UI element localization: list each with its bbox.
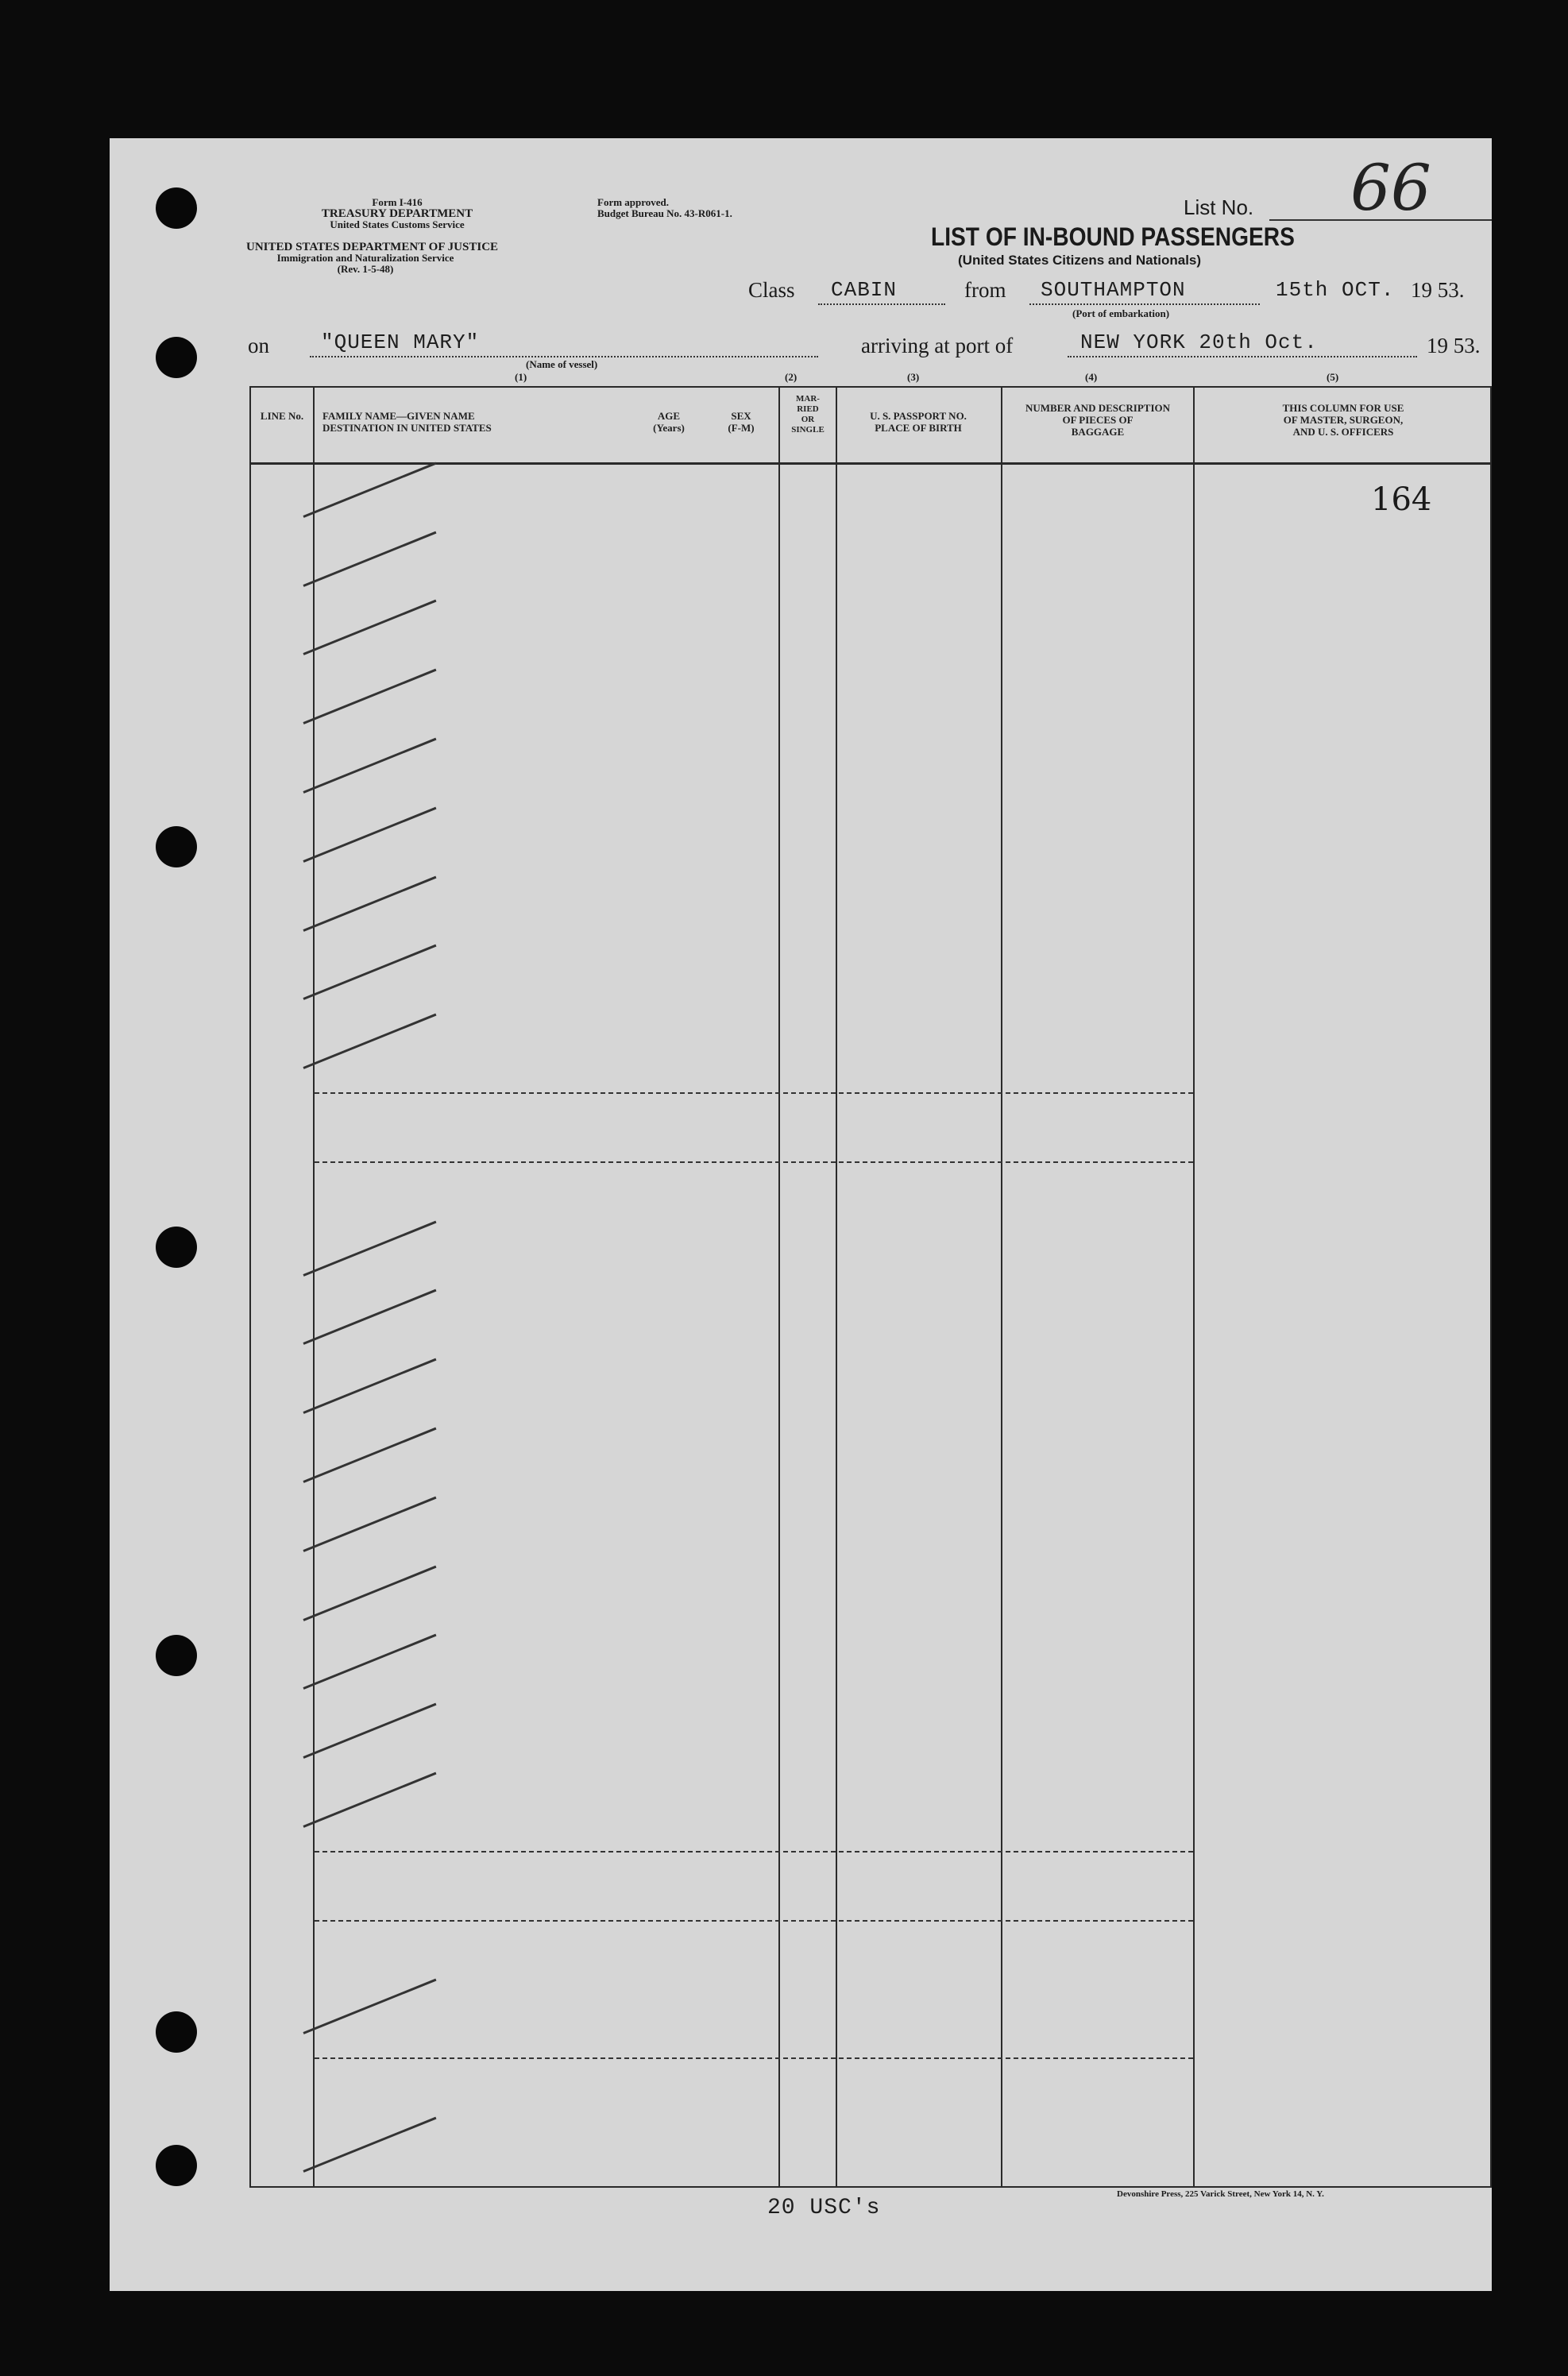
approval-block: [597, 197, 732, 219]
budget-bureau: Budget Bureau No. 43-R061-1.: [597, 207, 732, 219]
col-header-baggage: NUMBER AND DESCRIPTION OF PIECES OF BAGGAGE: [1025, 402, 1171, 438]
arriving-value: NEW YORK 20th Oct.: [1080, 330, 1318, 354]
form-subtitle: (United States Citizens and Nationals): [958, 253, 1202, 268]
arriving-label: arriving at port of: [861, 334, 1014, 357]
punch-hole: [156, 826, 197, 867]
form-title: LIST OF IN-BOUND PASSENGERS: [931, 222, 1295, 251]
table-row: [251, 670, 1490, 740]
table-body: [251, 464, 1490, 2188]
table-row: [251, 947, 1490, 1016]
inspector-check-mark: [303, 669, 436, 724]
table-row: [251, 1774, 1490, 1843]
table-row: [251, 1360, 1490, 1429]
inspector-check-mark: [303, 1703, 436, 1759]
row-cancel-line: [315, 1920, 1193, 1922]
year-arrival: 19 53.: [1427, 334, 1481, 357]
ins-label: Immigration and Naturalization Service: [276, 252, 454, 264]
punch-hole: [156, 1227, 197, 1268]
inspector-check-mark: [303, 875, 436, 931]
col-header-remarks: THIS COLUMN FOR USE OF MASTER, SURGEON, AND U. S. OFFICERS: [1282, 402, 1404, 438]
punch-hole: [156, 337, 197, 378]
punch-hole: [156, 2145, 197, 2186]
table-row: [251, 1498, 1490, 1567]
remarks-number: 164: [1371, 481, 1432, 518]
table-row: [251, 1705, 1490, 1774]
table-row: [251, 602, 1490, 671]
table-row: [251, 533, 1490, 602]
doj-block: [246, 241, 499, 275]
punch-hole: [156, 187, 197, 229]
col-header-sex: SEX (F-M): [728, 410, 755, 434]
table-row: [251, 464, 1490, 533]
inspector-check-mark: [303, 1772, 436, 1828]
date-embark: 15th OCT.: [1276, 278, 1395, 302]
inspector-check-mark: [303, 2117, 436, 2173]
inspector-check-mark: [303, 738, 436, 794]
table-row: [251, 1912, 1490, 1981]
customs-service: United States Customs Service: [330, 218, 465, 230]
inspector-check-mark: [303, 1979, 436, 2034]
col-num-5: (5): [1327, 371, 1339, 383]
col-header-passport: U. S. PASSPORT NO. PLACE OF BIRTH: [870, 410, 967, 434]
vessel-label: (Name of vessel): [526, 358, 598, 370]
inspector-check-mark: [303, 1496, 436, 1551]
inspector-check-mark: [303, 462, 436, 517]
year-embark: 19 53.: [1411, 278, 1465, 302]
form-approved: Form approved.: [597, 196, 670, 208]
row-cancel-line: [315, 1092, 1193, 1094]
vessel-name: "QUEEN MARY": [321, 330, 480, 354]
col-num-1: (1): [515, 371, 527, 383]
table-row: [251, 2050, 1490, 2119]
class-value: CABIN: [831, 278, 898, 302]
col-header-line: LINE No.: [260, 410, 304, 422]
table-row: [251, 809, 1490, 878]
punch-hole: [156, 2011, 197, 2053]
table-row: [251, 1429, 1490, 1498]
row-cancel-line: [315, 2057, 1193, 2059]
vessel-underline: [310, 356, 818, 357]
row-cancel-line: [315, 1851, 1193, 1853]
inspector-check-mark: [303, 531, 436, 586]
inspector-check-mark: [303, 1565, 436, 1621]
inspector-check-mark: [303, 1220, 436, 1276]
table-row: [251, 1292, 1490, 1361]
table-row: [251, 1153, 1490, 1223]
table-row: [251, 1981, 1490, 2050]
printer-credit: Devonshire Press, 225 Varick Street, New York 14, N. Y.: [1117, 2189, 1324, 2199]
col-num-4: (4): [1085, 371, 1098, 383]
table-row: [251, 878, 1490, 947]
col-num-2: (2): [785, 371, 798, 383]
inspector-check-mark: [303, 1634, 436, 1690]
passenger-table: [249, 386, 1492, 2188]
row-cancel-line: [315, 1161, 1193, 1163]
inspector-check-mark: [303, 1014, 436, 1069]
rev-label: (Rev. 1-5-48): [337, 263, 394, 275]
table-row: [251, 2119, 1490, 2188]
inspector-check-mark: [303, 945, 436, 1000]
inspector-check-mark: [303, 600, 436, 655]
page-number: 66: [1350, 151, 1431, 225]
table-row: [251, 1636, 1490, 1706]
punch-hole: [156, 1635, 197, 1676]
class-underline: [818, 303, 945, 305]
port-embark-label: (Port of embarkation): [1072, 307, 1170, 319]
list-no-label: List No.: [1184, 195, 1254, 219]
col-header-name: FAMILY NAME—GIVEN NAME DESTINATION IN UNITED STATES: [322, 410, 492, 434]
from-value: SOUTHAMPTON: [1041, 278, 1186, 302]
arriving-underline: [1068, 356, 1417, 357]
class-label: Class: [748, 278, 795, 302]
from-label: from: [964, 278, 1006, 302]
table-row: [251, 1015, 1490, 1084]
inspector-check-mark: [303, 806, 436, 862]
form-id-block: [246, 197, 548, 230]
form-id: Form I-416: [372, 196, 423, 208]
table-row: [251, 740, 1490, 809]
table-row: [251, 1223, 1490, 1292]
table-row: [251, 1843, 1490, 1912]
col-header-age: AGE (Years): [653, 410, 685, 434]
usc-count: 20 USC's: [767, 2196, 881, 2220]
col-header-married: MAR- RIED OR SINGLE: [791, 394, 825, 435]
doj-label: UNITED STATES DEPARTMENT OF JUSTICE: [246, 241, 499, 253]
treasury-dept: TREASURY DEPARTMENT: [321, 207, 473, 220]
on-label: on: [248, 334, 269, 357]
inspector-check-mark: [303, 1428, 436, 1483]
table-row: [251, 1567, 1490, 1636]
inspector-check-mark: [303, 1289, 436, 1345]
col-num-3: (3): [907, 371, 920, 383]
table-row: [251, 1084, 1490, 1153]
from-underline: [1029, 303, 1260, 305]
inspector-check-mark: [303, 1358, 436, 1414]
